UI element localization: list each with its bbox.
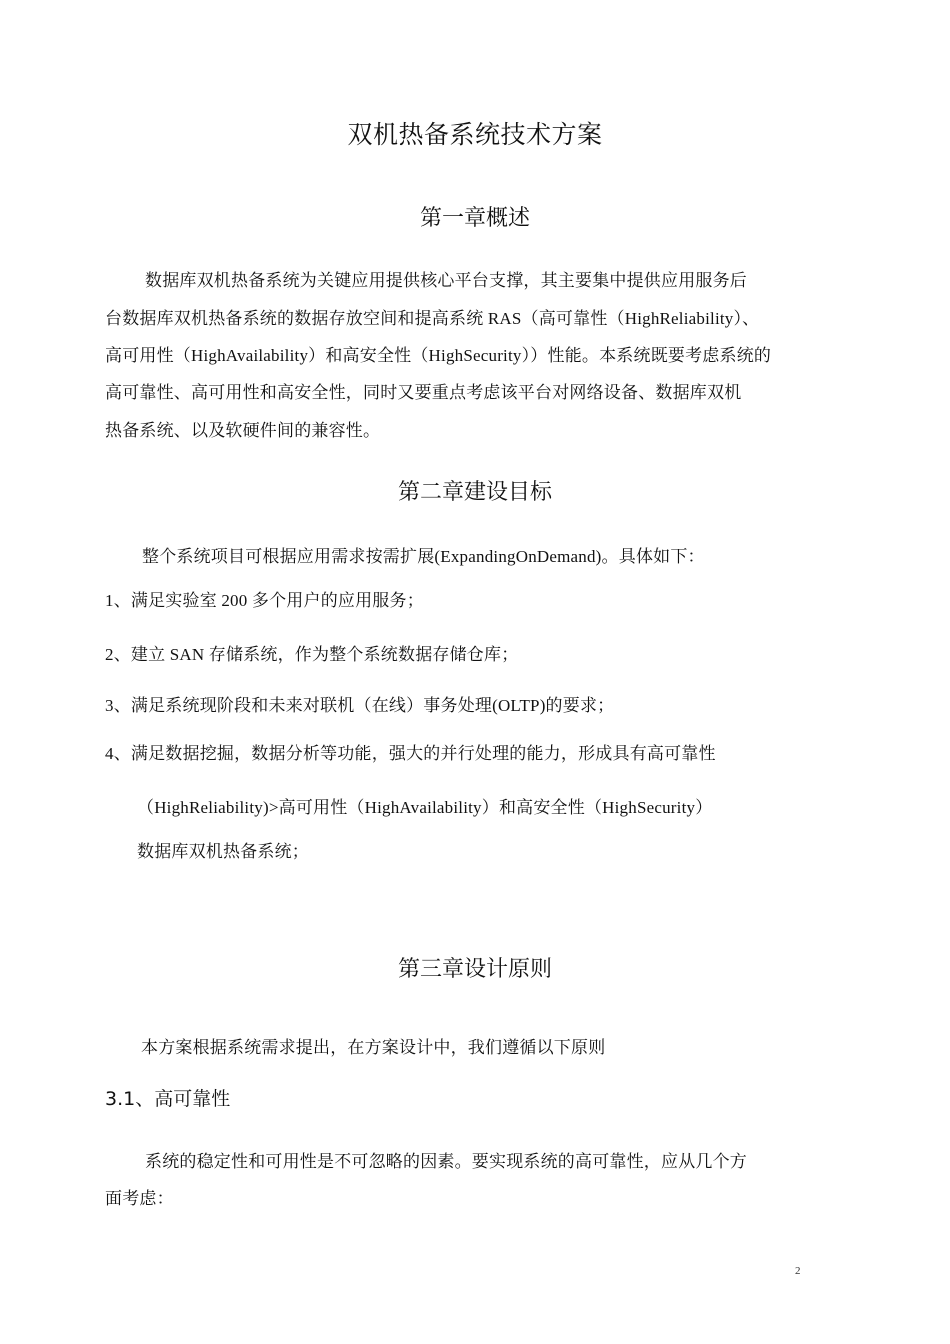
chapter1-paragraph-line-2: 台数据库双机热备系统的数据存放空间和提高系统 RAS（高可靠性（HighReliability）、 <box>105 309 760 328</box>
chapter2-intro: 整个系统项目可根据应用需求按需扩展(ExpandingOnDemand)。具体如下： <box>142 547 705 566</box>
chapter1-paragraph-line-5: 热备系统、以及软硬件间的兼容性。 <box>105 421 381 440</box>
document-title: 双机热备系统技术方案 <box>347 120 603 149</box>
page-number: 2 <box>795 1265 801 1277</box>
section-3-1-paragraph-line-1: 系统的稳定性和可用性是不可忽略的因素。要实现系统的高可靠性，应从几个方 <box>145 1152 747 1171</box>
chapter2-item-4-continuation-2: 数据库双机热备系统； <box>137 842 309 861</box>
chapter2-heading: 第二章建设目标 <box>397 480 552 505</box>
section-3-1-heading: 3.1、高可靠性 <box>105 1088 231 1110</box>
chapter1-heading: 第一章概述 <box>419 206 530 231</box>
chapter2-item-4: 4、满足数据挖掘，数据分析等功能，强大的并行处理的能力，形成具有高可靠性 <box>105 744 716 763</box>
chapter2-item-2: 2、建立 SAN 存储系统，作为整个系统数据存储仓库； <box>105 645 519 664</box>
chapter1-paragraph-line-1: 数据库双机热备系统为关键应用提供核心平台支撑，其主要集中提供应用服务后 <box>145 271 747 290</box>
chapter1-paragraph-line-3: 高可用性（HighAvailability）和高安全性（HighSecurity））性能。本系统既要考虑系统的 <box>105 346 772 365</box>
chapter2-item-1: 1、满足实验室 200 多个用户的应用服务； <box>105 591 424 610</box>
chapter3-intro: 本方案根据系统需求提出，在方案设计中，我们遵循以下原则 <box>141 1038 606 1057</box>
chapter2-item-3: 3、满足系统现阶段和未来对联机（在线）事务处理(OLTP)的要求； <box>105 696 615 715</box>
section-3-1-paragraph-line-2: 面考虑： <box>105 1189 174 1208</box>
chapter3-heading: 第三章设计原则 <box>397 957 552 982</box>
chapter1-paragraph-line-4: 高可靠性、高可用性和高安全性，同时又要重点考虑该平台对网络设备、数据库双机 <box>105 383 742 402</box>
chapter2-item-4-continuation-1: （HighReliability)>高可用性（HighAvailability）和高安全性（HighSecurity） <box>137 798 713 817</box>
